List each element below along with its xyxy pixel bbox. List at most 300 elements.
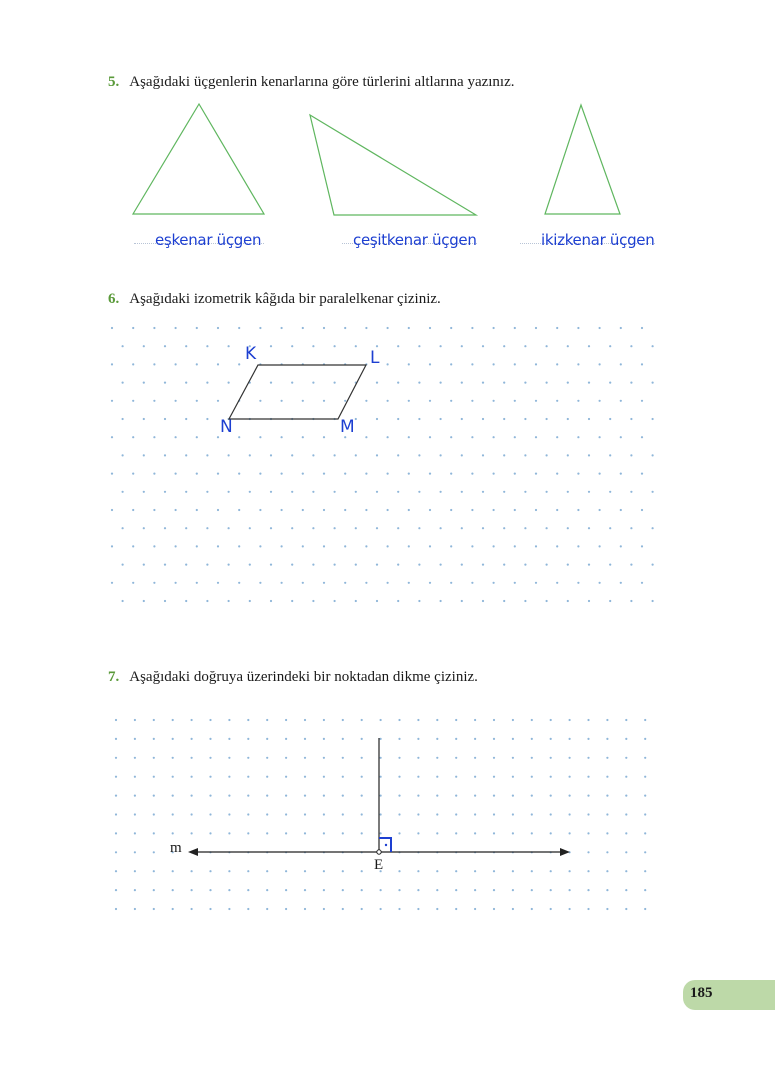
grid-dot bbox=[247, 738, 249, 740]
grid-dot bbox=[228, 454, 230, 456]
grid-dot bbox=[474, 813, 476, 815]
grid-dot bbox=[172, 757, 174, 759]
grid-dot bbox=[408, 545, 410, 547]
grid-dot bbox=[111, 473, 113, 475]
grid-dot bbox=[115, 719, 117, 721]
grid-dot bbox=[259, 582, 261, 584]
grid-dot bbox=[455, 908, 457, 910]
grid-dot bbox=[323, 908, 325, 910]
grid-dot bbox=[418, 600, 420, 602]
grid-dot bbox=[209, 908, 211, 910]
grid-dot bbox=[206, 454, 208, 456]
grid-dot bbox=[503, 491, 505, 493]
grid-dot bbox=[285, 719, 287, 721]
grid-dot bbox=[482, 491, 484, 493]
grid-dot bbox=[606, 757, 608, 759]
grid-dot bbox=[132, 509, 134, 511]
grid-dot bbox=[429, 327, 431, 329]
grid-dot bbox=[209, 889, 211, 891]
grid-dot bbox=[143, 491, 145, 493]
grid-dot bbox=[644, 851, 646, 853]
grid-dot bbox=[153, 582, 155, 584]
grid-dot bbox=[206, 382, 208, 384]
grid-dot bbox=[450, 400, 452, 402]
grid-dot bbox=[115, 851, 117, 853]
grid-dot bbox=[440, 491, 442, 493]
grid-dot bbox=[376, 382, 378, 384]
grid-dot bbox=[524, 600, 526, 602]
grid-dot bbox=[577, 509, 579, 511]
grid-dot bbox=[606, 813, 608, 815]
grid-dot bbox=[625, 851, 627, 853]
grid-dot bbox=[461, 564, 463, 566]
grid-dot bbox=[418, 527, 420, 529]
grid-dot bbox=[153, 363, 155, 365]
grid-dot bbox=[546, 418, 548, 420]
grid-dot bbox=[342, 738, 344, 740]
grid-dot bbox=[546, 527, 548, 529]
grid-dot bbox=[266, 908, 268, 910]
grid-dot bbox=[630, 564, 632, 566]
grid-dot bbox=[172, 908, 174, 910]
grid-dot bbox=[111, 327, 113, 329]
grid-dot bbox=[270, 564, 272, 566]
grid-dot bbox=[153, 436, 155, 438]
grid-dot bbox=[556, 509, 558, 511]
grid-dot bbox=[153, 889, 155, 891]
grid-dot bbox=[228, 870, 230, 872]
answer-1: eşkenar üçgen bbox=[155, 231, 262, 249]
grid-dot bbox=[228, 813, 230, 815]
grid-dot bbox=[482, 418, 484, 420]
grid-dot bbox=[115, 889, 117, 891]
grid-dot bbox=[361, 738, 363, 740]
grid-dot bbox=[153, 757, 155, 759]
grid-dot bbox=[342, 757, 344, 759]
grid-dot bbox=[228, 382, 230, 384]
grid-dot bbox=[291, 345, 293, 347]
grid-dot bbox=[380, 889, 382, 891]
grid-dot bbox=[440, 454, 442, 456]
grid-dot bbox=[512, 908, 514, 910]
grid-dot bbox=[361, 870, 363, 872]
grid-dot bbox=[436, 738, 438, 740]
grid-dot bbox=[196, 545, 198, 547]
grid-dot bbox=[355, 454, 357, 456]
question-text: Aşağıdaki izometrik kâğıda bir paralelkenar çiziniz. bbox=[129, 291, 441, 307]
grid-dot bbox=[455, 795, 457, 797]
grid-dot bbox=[652, 454, 654, 456]
grid-dot bbox=[323, 473, 325, 475]
grid-dot bbox=[440, 600, 442, 602]
grid-dot bbox=[417, 795, 419, 797]
grid-dot bbox=[531, 889, 533, 891]
grid-dot bbox=[153, 719, 155, 721]
grid-dot bbox=[408, 436, 410, 438]
grid-dot bbox=[630, 345, 632, 347]
grid-dot bbox=[291, 454, 293, 456]
grid-dot bbox=[291, 564, 293, 566]
grid-dot bbox=[259, 473, 261, 475]
grid-dot bbox=[323, 870, 325, 872]
grid-dot bbox=[134, 719, 136, 721]
grid-dot bbox=[143, 527, 145, 529]
grid-dot bbox=[238, 582, 240, 584]
grid-dot bbox=[134, 832, 136, 834]
grid-dot bbox=[304, 776, 306, 778]
grid-dot bbox=[408, 363, 410, 365]
grid-dot bbox=[115, 813, 117, 815]
grid-dot bbox=[285, 813, 287, 815]
grid-dot bbox=[493, 738, 495, 740]
grid-dot bbox=[228, 345, 230, 347]
grid-dot bbox=[550, 832, 552, 834]
grid-dot bbox=[397, 345, 399, 347]
grid-dot bbox=[191, 832, 193, 834]
grid-dot bbox=[474, 757, 476, 759]
grid-dot bbox=[153, 776, 155, 778]
grid-dot bbox=[191, 757, 193, 759]
parallelogram bbox=[229, 365, 366, 419]
grid-dot bbox=[620, 400, 622, 402]
grid-dot bbox=[365, 473, 367, 475]
grid-dot bbox=[387, 473, 389, 475]
grid-dot bbox=[620, 436, 622, 438]
scalene-triangle bbox=[310, 115, 476, 215]
grid-dot bbox=[196, 509, 198, 511]
grid-dot bbox=[304, 813, 306, 815]
grid-dot bbox=[474, 776, 476, 778]
grid-dot bbox=[153, 545, 155, 547]
grid-dot bbox=[587, 889, 589, 891]
grid-dot bbox=[644, 870, 646, 872]
grid-dot bbox=[153, 327, 155, 329]
grid-dot bbox=[429, 473, 431, 475]
grid-dot bbox=[546, 454, 548, 456]
grid-dot bbox=[334, 345, 336, 347]
grid-dot bbox=[436, 757, 438, 759]
grid-dot bbox=[302, 473, 304, 475]
grid-dot bbox=[122, 382, 124, 384]
grid-dot bbox=[217, 545, 219, 547]
grid-dot bbox=[153, 509, 155, 511]
grid-dot bbox=[417, 813, 419, 815]
grid-dot bbox=[514, 436, 516, 438]
grid-dot bbox=[355, 527, 357, 529]
grid-dot bbox=[398, 738, 400, 740]
grid-dot bbox=[291, 491, 293, 493]
grid-dot bbox=[228, 889, 230, 891]
grid-dot bbox=[217, 363, 219, 365]
grid-dot bbox=[312, 564, 314, 566]
grid-dot bbox=[285, 776, 287, 778]
grid-dot bbox=[471, 545, 473, 547]
vertex-l-label: L bbox=[370, 348, 380, 368]
grid-dot bbox=[436, 908, 438, 910]
grid-dot bbox=[644, 889, 646, 891]
grid-dot bbox=[387, 509, 389, 511]
grid-dot bbox=[474, 719, 476, 721]
grid-dot bbox=[342, 908, 344, 910]
grid-dot bbox=[587, 795, 589, 797]
grid-dot bbox=[408, 509, 410, 511]
grid-dot bbox=[323, 509, 325, 511]
grid-dot bbox=[334, 491, 336, 493]
grid-dot bbox=[493, 400, 495, 402]
grid-dot bbox=[365, 400, 367, 402]
grid-dot bbox=[455, 776, 457, 778]
grid-dot bbox=[191, 870, 193, 872]
grid-dot bbox=[546, 564, 548, 566]
grid-dot bbox=[493, 582, 495, 584]
grid-dot bbox=[196, 400, 198, 402]
grid-dot bbox=[471, 509, 473, 511]
grid-dot bbox=[285, 757, 287, 759]
grid-dot bbox=[185, 345, 187, 347]
grid-dot bbox=[587, 851, 589, 853]
grid-dot bbox=[323, 776, 325, 778]
grid-dot bbox=[436, 870, 438, 872]
grid-dot bbox=[644, 795, 646, 797]
grid-dot bbox=[625, 832, 627, 834]
grid-dot bbox=[417, 870, 419, 872]
grid-dot bbox=[625, 719, 627, 721]
grid-dot bbox=[209, 813, 211, 815]
grid-dot bbox=[302, 400, 304, 402]
point-e-label: E bbox=[374, 857, 384, 873]
question-number: 7. bbox=[108, 669, 120, 685]
grid-dot bbox=[209, 795, 211, 797]
grid-dot bbox=[344, 509, 346, 511]
grid-dot bbox=[587, 870, 589, 872]
grid-dot bbox=[228, 600, 230, 602]
grid-dot bbox=[455, 870, 457, 872]
grid-dot bbox=[380, 908, 382, 910]
grid-dot bbox=[115, 908, 117, 910]
grid-dot bbox=[606, 719, 608, 721]
grid-dot bbox=[503, 382, 505, 384]
grid-dot bbox=[228, 776, 230, 778]
grid-dot bbox=[471, 473, 473, 475]
grid-dot bbox=[249, 491, 251, 493]
grid-dot bbox=[285, 832, 287, 834]
grid-dot bbox=[461, 527, 463, 529]
grid-dot bbox=[285, 738, 287, 740]
grid-dot bbox=[209, 776, 211, 778]
grid-dot bbox=[641, 400, 643, 402]
grid-dot bbox=[577, 582, 579, 584]
grid-dot bbox=[397, 491, 399, 493]
grid-dot bbox=[122, 491, 124, 493]
grid-dot bbox=[524, 345, 526, 347]
grid-dot bbox=[134, 870, 136, 872]
grid-dot bbox=[503, 600, 505, 602]
grid-dot bbox=[440, 527, 442, 529]
grid-dot bbox=[217, 473, 219, 475]
grid-dot bbox=[302, 509, 304, 511]
grid-dot bbox=[398, 795, 400, 797]
grid-dot bbox=[132, 400, 134, 402]
grid-dot bbox=[291, 600, 293, 602]
grid-dot bbox=[111, 363, 113, 365]
grid-dot bbox=[641, 509, 643, 511]
grid-dot bbox=[304, 719, 306, 721]
grid-dot bbox=[588, 345, 590, 347]
grid-dot bbox=[398, 813, 400, 815]
grid-dot bbox=[524, 527, 526, 529]
grid-dot bbox=[531, 813, 533, 815]
grid-dot bbox=[577, 400, 579, 402]
grid-dot bbox=[191, 719, 193, 721]
grid-dot bbox=[625, 795, 627, 797]
grid-dot bbox=[122, 600, 124, 602]
grid-dot bbox=[471, 363, 473, 365]
grid-dot bbox=[450, 436, 452, 438]
grid-dot bbox=[471, 582, 473, 584]
grid-dot bbox=[172, 738, 174, 740]
grid-dot bbox=[238, 327, 240, 329]
grid-dot bbox=[577, 545, 579, 547]
grid-dot bbox=[440, 418, 442, 420]
grid-dot bbox=[644, 908, 646, 910]
grid-dot bbox=[143, 418, 145, 420]
grid-dot bbox=[550, 719, 552, 721]
grid-dot bbox=[531, 776, 533, 778]
grid-dot bbox=[569, 832, 571, 834]
grid-dot bbox=[217, 509, 219, 511]
grid-dot bbox=[164, 600, 166, 602]
grid-dot bbox=[217, 436, 219, 438]
grid-dot bbox=[493, 832, 495, 834]
grid-dot bbox=[397, 527, 399, 529]
grid-dot bbox=[556, 327, 558, 329]
grid-dot bbox=[342, 832, 344, 834]
grid-dot bbox=[397, 600, 399, 602]
grid-dot bbox=[175, 545, 177, 547]
grid-dot bbox=[644, 719, 646, 721]
grid-dot bbox=[567, 527, 569, 529]
grid-dot bbox=[641, 436, 643, 438]
grid-dot bbox=[365, 509, 367, 511]
grid-dot bbox=[172, 870, 174, 872]
grid-dot bbox=[567, 600, 569, 602]
grid-dot bbox=[550, 908, 552, 910]
grid-dot bbox=[175, 509, 177, 511]
grid-dot bbox=[588, 600, 590, 602]
grid-dot bbox=[238, 363, 240, 365]
grid-dot bbox=[323, 400, 325, 402]
grid-dot bbox=[493, 795, 495, 797]
grid-dot bbox=[625, 738, 627, 740]
grid-dot bbox=[588, 454, 590, 456]
grid-dot bbox=[550, 757, 552, 759]
grid-dot bbox=[285, 795, 287, 797]
grid-dot bbox=[387, 582, 389, 584]
grid-dot bbox=[514, 327, 516, 329]
grid-dot bbox=[217, 400, 219, 402]
grid-dot bbox=[535, 363, 537, 365]
grid-dot bbox=[175, 436, 177, 438]
grid-dot bbox=[417, 776, 419, 778]
grid-dot bbox=[115, 757, 117, 759]
grid-dot bbox=[247, 795, 249, 797]
grid-dot bbox=[450, 473, 452, 475]
grid-dot bbox=[323, 719, 325, 721]
grid-dot bbox=[247, 719, 249, 721]
grid-dot bbox=[436, 813, 438, 815]
grid-dot bbox=[429, 400, 431, 402]
grid-dot bbox=[493, 870, 495, 872]
grid-dot bbox=[550, 813, 552, 815]
grid-dot bbox=[342, 776, 344, 778]
grid-dot bbox=[587, 757, 589, 759]
grid-dot bbox=[417, 889, 419, 891]
grid-dot bbox=[556, 400, 558, 402]
grid-dot bbox=[493, 363, 495, 365]
grid-dot bbox=[196, 473, 198, 475]
grid-dot bbox=[503, 345, 505, 347]
grid-dot bbox=[440, 564, 442, 566]
grid-dot bbox=[493, 776, 495, 778]
grid-dot bbox=[599, 582, 601, 584]
grid-dot bbox=[270, 345, 272, 347]
grid-dot bbox=[514, 582, 516, 584]
grid-dot bbox=[380, 757, 382, 759]
grid-dot bbox=[228, 757, 230, 759]
point-e bbox=[377, 850, 381, 854]
grid-dot bbox=[206, 418, 208, 420]
grid-dot bbox=[609, 345, 611, 347]
grid-dot bbox=[644, 738, 646, 740]
grid-dot bbox=[569, 795, 571, 797]
grid-dot bbox=[172, 813, 174, 815]
grid-dot bbox=[238, 545, 240, 547]
grid-dot bbox=[418, 491, 420, 493]
grid-dot bbox=[247, 757, 249, 759]
grid-dot bbox=[531, 795, 533, 797]
grid-dot bbox=[342, 813, 344, 815]
grid-dot bbox=[259, 400, 261, 402]
grid-dot bbox=[323, 813, 325, 815]
grid-dot bbox=[115, 795, 117, 797]
grid-dot bbox=[365, 436, 367, 438]
grid-dot bbox=[172, 832, 174, 834]
answer-2: çeşitkenar üçgen bbox=[353, 231, 477, 249]
grid-dot bbox=[281, 400, 283, 402]
grid-dot bbox=[115, 870, 117, 872]
grid-dot bbox=[482, 345, 484, 347]
grid-dot bbox=[550, 738, 552, 740]
grid-dot bbox=[228, 564, 230, 566]
grid-dot bbox=[238, 509, 240, 511]
grid-dot bbox=[474, 908, 476, 910]
grid-dot bbox=[652, 382, 654, 384]
grid-dot bbox=[266, 776, 268, 778]
grid-dot bbox=[630, 454, 632, 456]
grid-dot bbox=[503, 527, 505, 529]
grid-dot bbox=[606, 870, 608, 872]
grid-dot bbox=[436, 832, 438, 834]
dot-grid bbox=[115, 719, 646, 910]
grid-dot bbox=[132, 436, 134, 438]
grid-dot bbox=[334, 564, 336, 566]
grid-dot bbox=[606, 851, 608, 853]
grid-dot bbox=[524, 382, 526, 384]
grid-dot bbox=[134, 908, 136, 910]
grid-dot bbox=[531, 738, 533, 740]
grid-dot bbox=[196, 436, 198, 438]
grid-dot bbox=[599, 363, 601, 365]
